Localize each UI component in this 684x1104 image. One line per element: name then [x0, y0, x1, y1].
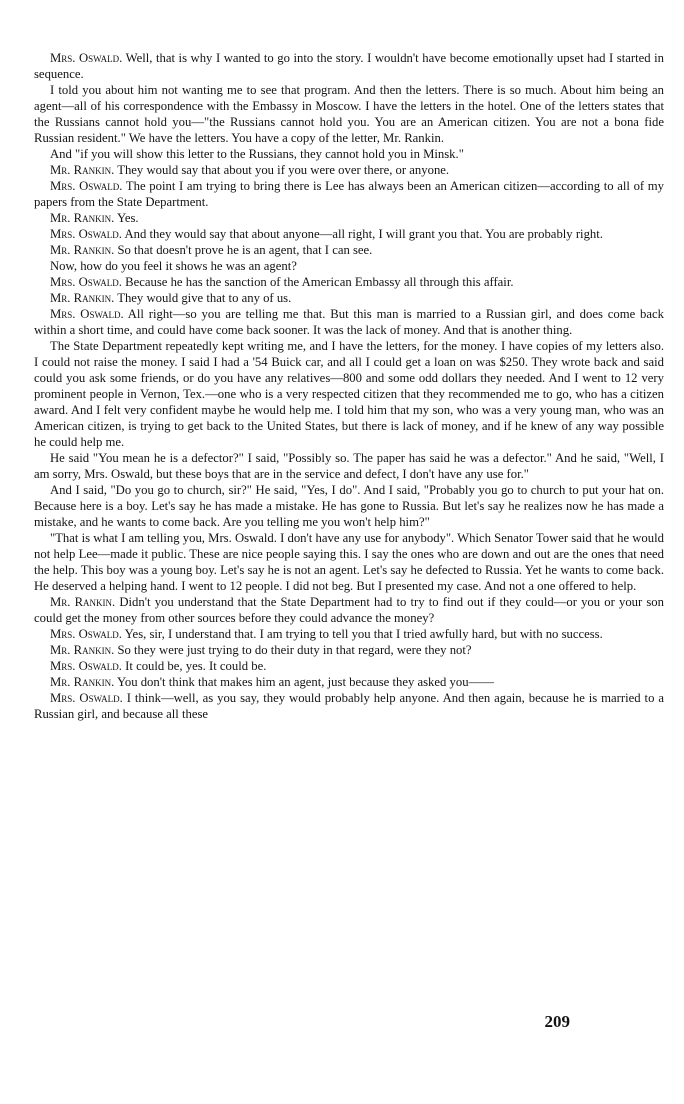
paragraph [34, 226, 664, 242]
speaker-name: Mr. Rankin. [50, 643, 115, 657]
paragraph-text: It could be, yes. It could be. [121, 659, 267, 673]
paragraph-text: He said "You mean he is a defector?" I said, "Possibly so. The paper has said he was a defector." And he said, "Well, I am sorry, Mrs. Oswald, but these boys that are in the service and defect, I don't have any use for." [34, 451, 664, 481]
paragraph-text: And I said, "Do you go to church, sir?" He said, "Yes, I do". And I said, "Probably you go to church to put your hat on. Because here is a boy. Let's say he has made a mistake. He has gone to Russia. But let's say he realizes now he has made a mistake, and he wants to come back. Are you telling me you won't help him?" [34, 483, 664, 529]
speaker-name: Mr. Rankin. [50, 595, 116, 609]
page-number: 209 [544, 1012, 570, 1031]
speaker-name: Mrs. Oswald. [50, 307, 124, 321]
paragraph-text: So they were just trying to do their duty in that regard, were they not? [114, 643, 472, 657]
speaker-name: Mrs. Oswald. [50, 227, 122, 241]
paragraph [34, 178, 664, 210]
paragraph-text: Well, that is why I wanted to go into the story. I wouldn't have become emotionally upset had I started in sequence. [34, 51, 665, 81]
paragraph-text: Didn't you understand that the State Department had to try to find out if they could—or you or your son could get the money from other sources before they could advance the money? [34, 595, 664, 625]
paragraph-text: All right—so you are telling me that. But this man is married to a Russian girl, and does come back within a short time, and could have come back sooner. It was the lack of money. And that is another thing. [34, 307, 664, 337]
paragraph [34, 50, 664, 82]
paragraph [34, 306, 664, 338]
speaker-name: Mrs. Oswald. [50, 659, 122, 673]
paragraph-text: They would give that to any of us. [114, 291, 292, 305]
paragraph-text: And they would say that about anyone—all right, I will grant you that. You are probably right. [121, 227, 603, 241]
paragraph [34, 290, 664, 306]
paragraph [34, 690, 664, 722]
speaker-name: Mr. Rankin. [50, 291, 115, 305]
speaker-name: Mrs. Oswald. [50, 51, 123, 65]
paragraph [34, 482, 664, 530]
paragraph [34, 338, 664, 450]
paragraph [34, 642, 664, 658]
paragraph [34, 626, 664, 642]
paragraph-text: "That is what I am telling you, Mrs. Oswald. I don't have any use for anybody". Which Senator Tower said that he would not help Lee—made it public. These are nice people saying this. I say the ones who are down and out are the ones that need the help. This boy was a young boy. Let's say he is not an agent. Let's say he defected to Russia. Yet he wants to come back. He deserved a helping hand. I went to 12 people. I did not beg. But I presented my case. And not a one offered to help. [34, 531, 664, 593]
paragraph [34, 450, 664, 482]
paragraph [34, 210, 664, 226]
speaker-name: Mrs. Oswald. [50, 179, 123, 193]
paragraph-text: Yes. [114, 211, 139, 225]
speaker-name: Mrs. Oswald. [50, 691, 123, 705]
paragraph [34, 674, 664, 690]
paragraph-text: Because he has the sanction of the American Embassy all through this affair. [121, 275, 514, 289]
paragraph-text: They would say that about you if you were over there, or anyone. [114, 163, 450, 177]
paragraph [34, 242, 664, 258]
paragraph-text: And "if you will show this letter to the Russians, they cannot hold you in Minsk." [50, 147, 464, 161]
speaker-name: Mrs. Oswald. [50, 627, 122, 641]
speaker-name: Mrs. Oswald. [50, 275, 122, 289]
paragraph [34, 594, 664, 626]
paragraph [34, 146, 664, 162]
paragraph [34, 258, 664, 274]
paragraph-text: I told you about him not wanting me to see that program. And then the letters. There is so much. About him being an agent—all of his correspondence with the Embassy in Moscow. I have the letters in the hotel. One of the letters states that the Russians cannot hold you—"the Russians cannot hold you. You are an American citizen. You are not a bona fide Russian resident." We have the letters. You have a copy of the letter, Mr. Rankin. [34, 83, 664, 145]
paragraph [34, 274, 664, 290]
page-body [34, 50, 664, 722]
paragraph [34, 82, 664, 146]
paragraph-text: Yes, sir, I understand that. I am trying to tell you that I tried awfully hard, but with no success. [121, 627, 603, 641]
paragraph [34, 162, 664, 178]
paragraph-text: You don't think that makes him an agent, just because they asked you—— [114, 675, 494, 689]
speaker-name: Mr. Rankin. [50, 163, 115, 177]
paragraph-text: Now, how do you feel it shows he was an agent? [50, 259, 297, 273]
paragraph-text: So that doesn't prove he is an agent, that I can see. [114, 243, 373, 257]
paragraph [34, 658, 664, 674]
paragraph-text: The point I am trying to bring there is Lee has always been an American citizen—according to all of my papers from the State Department. [34, 179, 665, 209]
paragraph [34, 530, 664, 594]
paragraph-text: I think—well, as you say, they would probably help anyone. And then again, because he is married to a Russian girl, and because all these [34, 691, 664, 721]
speaker-name: Mr. Rankin. [50, 243, 115, 257]
speaker-name: Mr. Rankin. [50, 211, 115, 225]
speaker-name: Mr. Rankin. [50, 675, 115, 689]
paragraph-text: The State Department repeatedly kept writing me, and I have the letters, for the money. I have copies of my letters also. I could not raise the money. I said I had a '54 Buick car, and all I could get a loan on was $250. They wrote back and said could you ask some friends, or do you have any relatives—800 and some odd dollars they needed. And I went to 12 very prominent people in Vernon, Tex.—one who is a very respected citizen that they recommended me to go, who has a citizen award. And I felt very confident maybe he would help me. I told him that my son, who was a very young man, who was an American citizen, is trying to get back to the United States, but there is lack of money, and if he knew of any way possible he could help me. [34, 339, 664, 449]
